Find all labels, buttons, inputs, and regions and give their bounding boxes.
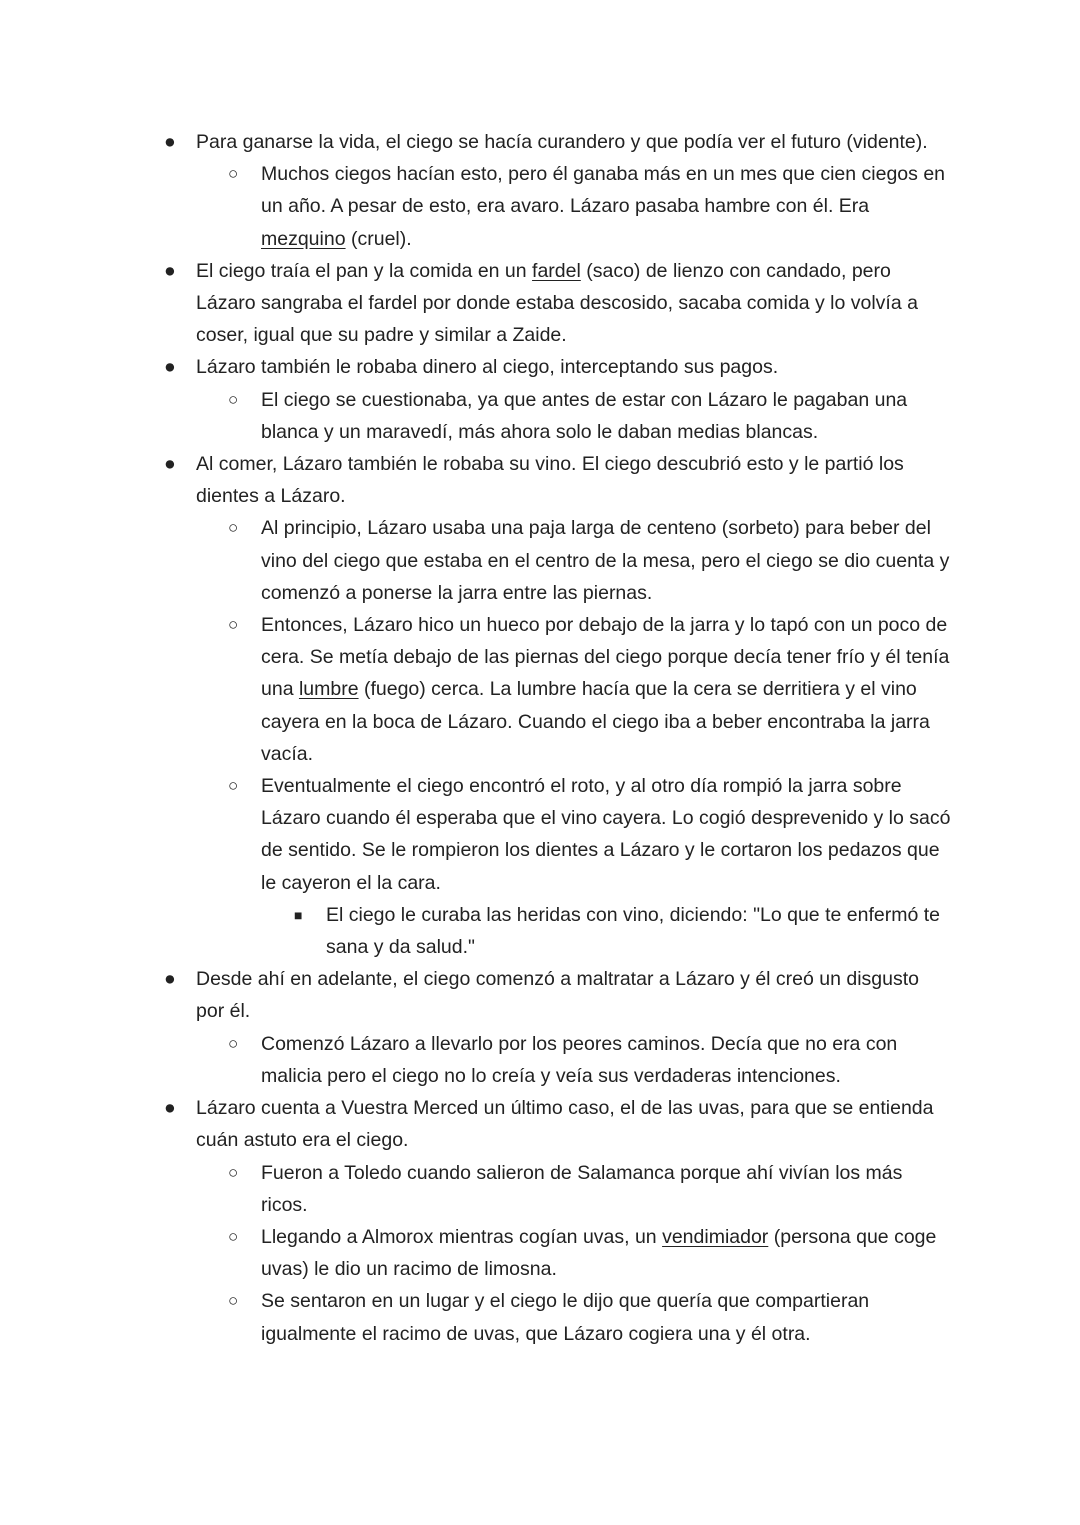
list-item-text <box>261 384 953 448</box>
list-item-text <box>261 158 953 255</box>
text-run: Fueron a Toledo cuando salieron de Salamanca porque ahí vivían los más ricos. <box>261 1161 903 1216</box>
list-item-level-2 <box>0 1285 953 1349</box>
text-run: Entonces, Lázaro hico un hueco por debajo de la jarra y lo tapó con un poco de cera. Se metía debajo de las piernas del ciego porque decía tener frío y él tenía una <box>261 614 950 701</box>
text-run: (fuego) cerca. La lumbre hacía que la cera se derritiera y el vino cayera en la boca de Lázaro. Cuando el ciego iba a beber encontraba la jarra vacía. <box>261 678 930 765</box>
list-item-text <box>261 1157 953 1221</box>
text-run: Se sentaron en un lugar y el ciego le dijo que quería que compartieran igualmente el racimo de uvas, que Lázaro cogiera una y él otra. <box>261 1290 870 1345</box>
list-item-text <box>261 609 953 770</box>
document-body <box>0 126 1080 1350</box>
underlined-term: mezquino <box>261 227 346 250</box>
list-item-level-1 <box>0 351 951 383</box>
bullet-marker: ○ <box>228 615 239 635</box>
list-item-level-2 <box>0 1157 953 1221</box>
text-run: Al principio, Lázaro usaba una paja larga de centeno (sorbeto) para beber del vino del ciego que estaba en el centro de la mesa, pero el ciego se dio cuenta y comenzó a ponerse la jarra entre las piernas. <box>261 517 950 604</box>
bullet-marker: ■ <box>294 906 303 923</box>
text-run: El ciego se cuestionaba, ya que antes de estar con Lázaro le pagaban una blanca y un maravedí, más ahora solo le daban medias blancas. <box>261 388 908 443</box>
underlined-term: vendimiador <box>662 1225 769 1248</box>
list-item-level-2 <box>0 1028 953 1092</box>
text-run: Muchos ciegos hacían esto, pero él ganaba más en un mes que cien ciegos en un año. A pesar de esto, era avaro. Lázaro pasaba hambre con él. Era <box>261 163 946 218</box>
list-item-text <box>326 899 951 963</box>
list-item-text <box>196 448 951 512</box>
bullet-marker: ○ <box>228 1291 239 1311</box>
list-item-level-2 <box>0 384 953 448</box>
list-item-level-1 <box>0 963 951 1027</box>
list-item-text <box>261 1221 953 1285</box>
text-run: (saco) de lienzo con candado, pero Lázaro sangraba el fardel por donde estaba descosido, sacaba comida y lo volvía a coser, igual que su padre y similar a Zaide. <box>196 259 918 347</box>
list-item-level-2 <box>0 1221 953 1285</box>
list-item-text <box>261 512 953 609</box>
list-item-text <box>196 255 951 352</box>
bullet-marker: ● <box>164 453 176 476</box>
text-run: (cruel). <box>345 227 412 250</box>
list-item-level-1 <box>0 1092 951 1156</box>
underlined-term: lumbre <box>298 678 359 701</box>
underlined-term: fardel <box>532 259 581 282</box>
list-item-text <box>261 1028 953 1092</box>
list-item-level-2 <box>0 609 953 770</box>
text-run: Eventualmente el ciego encontró el roto, y al otro día rompió la jarra sobre Lázaro cuando él esperaba que el vino cayera. Lo cogió desprevenido y lo sacó de sentido. Se le rompieron los dientes a Lázaro y le cortaron los pedazos que le cayeron el la cara. <box>261 775 951 894</box>
list-item-text <box>261 1285 953 1349</box>
bullet-marker: ○ <box>228 389 239 409</box>
list-item-text <box>196 1092 951 1156</box>
bullet-marker: ○ <box>228 164 239 184</box>
list-item-level-2 <box>0 158 953 255</box>
text-run: El ciego traía el pan y la comida en un <box>196 259 533 282</box>
list-item-level-3 <box>0 899 951 963</box>
bullet-marker: ● <box>164 259 176 282</box>
text-run: Al comer, Lázaro también le robaba su vino. El ciego descubrió esto y le partió los dientes a Lázaro. <box>196 453 904 508</box>
bullet-marker: ● <box>164 1097 176 1120</box>
bullet-marker: ● <box>164 131 176 153</box>
bullet-marker: ○ <box>228 1033 239 1053</box>
text-run: Llegando a Almorox mientras cogían uvas, un <box>261 1225 663 1248</box>
list-item-text <box>196 126 951 158</box>
bullet-marker: ○ <box>228 1162 239 1182</box>
list-item-text <box>196 963 951 1027</box>
list-item-level-1 <box>0 448 951 512</box>
bullet-marker: ● <box>164 968 176 991</box>
text-run: (persona que coge uvas) le dio un racimo de limosna. <box>261 1225 937 1281</box>
list-item-level-1 <box>0 126 951 158</box>
list-item-text <box>261 770 953 899</box>
text-run: Lázaro cuenta a Vuestra Merced un último caso, el de las uvas, para que se entienda cuán astuto era el ciego. <box>196 1097 934 1152</box>
text-run: Comenzó Lázaro a llevarlo por los peores caminos. Decía que no era con malicia pero el ciego no lo creía y veía sus verdaderas intenciones. <box>261 1032 898 1087</box>
bullet-marker: ● <box>164 356 176 379</box>
text-run: Desde ahí en adelante, el ciego comenzó a maltratar a Lázaro y él creó un disgusto por él. <box>196 968 920 1023</box>
text-run: Para ganarse la vida, el ciego se hacía curandero y que podía ver el futuro (vidente). <box>196 131 928 153</box>
list-item-level-1 <box>0 255 951 352</box>
text-run: Lázaro también le robaba dinero al ciego, interceptando sus pagos. <box>196 356 779 379</box>
bullet-marker: ○ <box>228 1226 239 1246</box>
bullet-marker: ○ <box>228 776 239 796</box>
list-item-text <box>196 351 951 383</box>
text-run: El ciego le curaba las heridas con vino, diciendo: "Lo que te enfermó te sana y da salud." <box>326 903 940 959</box>
list-item-level-2 <box>0 770 953 899</box>
bullet-marker: ○ <box>228 518 239 538</box>
list-item-level-2 <box>0 512 953 609</box>
